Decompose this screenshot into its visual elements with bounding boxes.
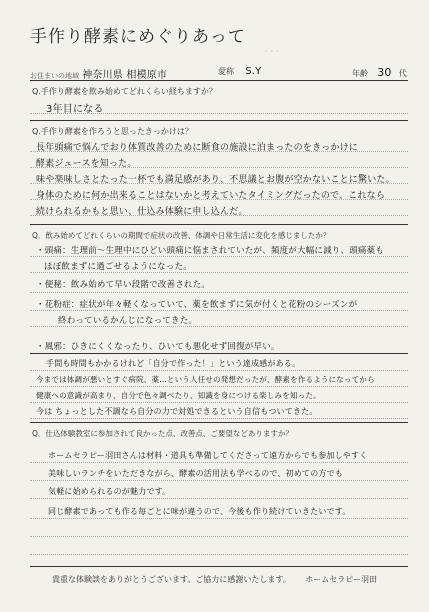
age-label: 年齢 — [352, 69, 368, 78]
answer-2-line-2: 酵素ジュースを知った。 — [36, 159, 137, 169]
residence-field — [30, 66, 167, 81]
answer-line — [30, 554, 408, 555]
footer-brand: ホームセラピー羽田 — [305, 575, 377, 584]
question-4: Q．仕込体験教室に参加されて良かった点、改善点、ご要望などありますか？ — [32, 429, 293, 438]
section-divider — [30, 353, 408, 354]
answer-line — [30, 402, 408, 403]
answer-3-line-2: ほぼ飲まずに過ごせるようになった。 — [44, 262, 192, 272]
answer-4-line-1: ホームセラピー羽田さんは材料・道具も準備してくださって遠方からでも参加しやすく — [48, 451, 368, 460]
answer-line — [30, 326, 408, 327]
answer-3-line-5: 終わっているかんじになってきた。 — [58, 316, 198, 326]
answer-2-line-1: 長年頭痛で悩んでおり体質改善のために断食の施設に泊まったのをきっかけに — [36, 143, 359, 153]
answer-3-line-7: 手間も時間もかかるけれど「自分で作った！」という達成感がある。 — [46, 359, 301, 368]
answer-line — [30, 292, 408, 293]
answer-2-line-3: 味や楽味しさとたった一杯でも満足感があり、不思議とお腹が空かないことに驚いた。 — [36, 175, 395, 185]
age-field — [352, 66, 407, 79]
section-divider — [30, 422, 408, 423]
answer-line — [30, 272, 408, 273]
nickname-value: S.Y — [245, 66, 262, 77]
answer-3-line-8: 今までは体調が悪いとすぐ病院、薬…という人任せの発想だったが、酵素を作るようになってから — [36, 375, 375, 384]
nickname-field — [218, 66, 261, 77]
answer-line — [30, 199, 408, 200]
answer-line — [30, 215, 408, 216]
section-divider — [30, 80, 408, 81]
answer-line — [30, 310, 408, 311]
age-value: 30 — [377, 66, 392, 79]
answer-line — [30, 113, 408, 114]
answer-3-line-1: ・頭痛：生理前〜生理中にひどい頭痛に悩まされていたが、頻度が大幅に減り、頭痛薬も — [36, 246, 385, 256]
answer-2-line-4: 身体のために何か出来ることはないかと考えていたタイミングだったので、これなら — [36, 191, 386, 201]
answer-1: 3年目になる — [46, 104, 104, 115]
answer-3-line-3: ・便秘：飲み始めて早い段階で改善された。 — [36, 280, 211, 290]
residence-label: お住まいの地域 — [30, 72, 79, 80]
answer-line — [30, 480, 408, 481]
question-3: Q．飲み始めてどれくらいの期間で症状の改善、体調や日常生活に変化を感じましたか？ — [32, 231, 331, 240]
answer-3-line-4: ・花粉症：症状が年々軽くなっていて、薬を飲まずに気が付くと花粉のシーズンが — [36, 300, 358, 310]
footer — [0, 574, 429, 585]
answer-line — [30, 386, 408, 387]
question-2: Q.手作り酵素を作ろうと思ったきっかけは？ — [32, 127, 193, 136]
section-divider — [30, 566, 408, 567]
answer-line — [30, 151, 408, 152]
answer-3-line-9: 健康への意識が高まり、自分で色々調べたり、知識を身につける楽しみを知った。 — [36, 391, 321, 400]
answer-4-line-2: 美味しいランチをいただきながら、酵素の活用法も学べるので、初めての方でも — [48, 469, 344, 478]
answer-line — [30, 498, 408, 499]
answer-3-line-10: 今は ちょっとした不調なら自分の力で対処できるという自信もついてきた。 — [36, 407, 318, 416]
answer-4-line-4: 同じ酵素であっても作る毎ごとに味が違うので、今後も作り続けていきたいです。 — [48, 507, 351, 516]
answer-line — [30, 183, 408, 184]
answer-line — [30, 256, 408, 257]
age-unit: 代 — [398, 69, 407, 78]
section-divider — [30, 224, 408, 225]
answer-4-line-3: 気軽に始められるのが魅力です。 — [48, 487, 171, 496]
question-1: Q.手作り酵素を飲み始めてどれくらい経ちますか？ — [32, 87, 217, 96]
answer-line — [30, 536, 408, 537]
document-title: 手作り酵素にめぐりあって — [30, 27, 246, 47]
section-divider — [30, 120, 408, 121]
answer-line — [30, 518, 408, 519]
margin-doodle: · · · — [264, 47, 279, 57]
residence-value: 神奈川県 相模原市 — [82, 70, 168, 81]
answer-line — [30, 462, 408, 463]
answer-3-line-6: ・風邪：ひきにくくなったり、ひいても悪化せず回復が早い。 — [36, 342, 280, 352]
footer-thanks: 貴重な体験談をありがとうございます。ご協力に感謝いたします。 — [52, 575, 291, 584]
nickname-label: 愛称 — [218, 67, 234, 76]
answer-2-line-5: 続けられるかもと思い、仕込み体験に申し込んだ。 — [36, 207, 248, 217]
answer-line — [30, 370, 408, 371]
answer-line — [30, 167, 408, 168]
answer-line — [30, 418, 408, 419]
